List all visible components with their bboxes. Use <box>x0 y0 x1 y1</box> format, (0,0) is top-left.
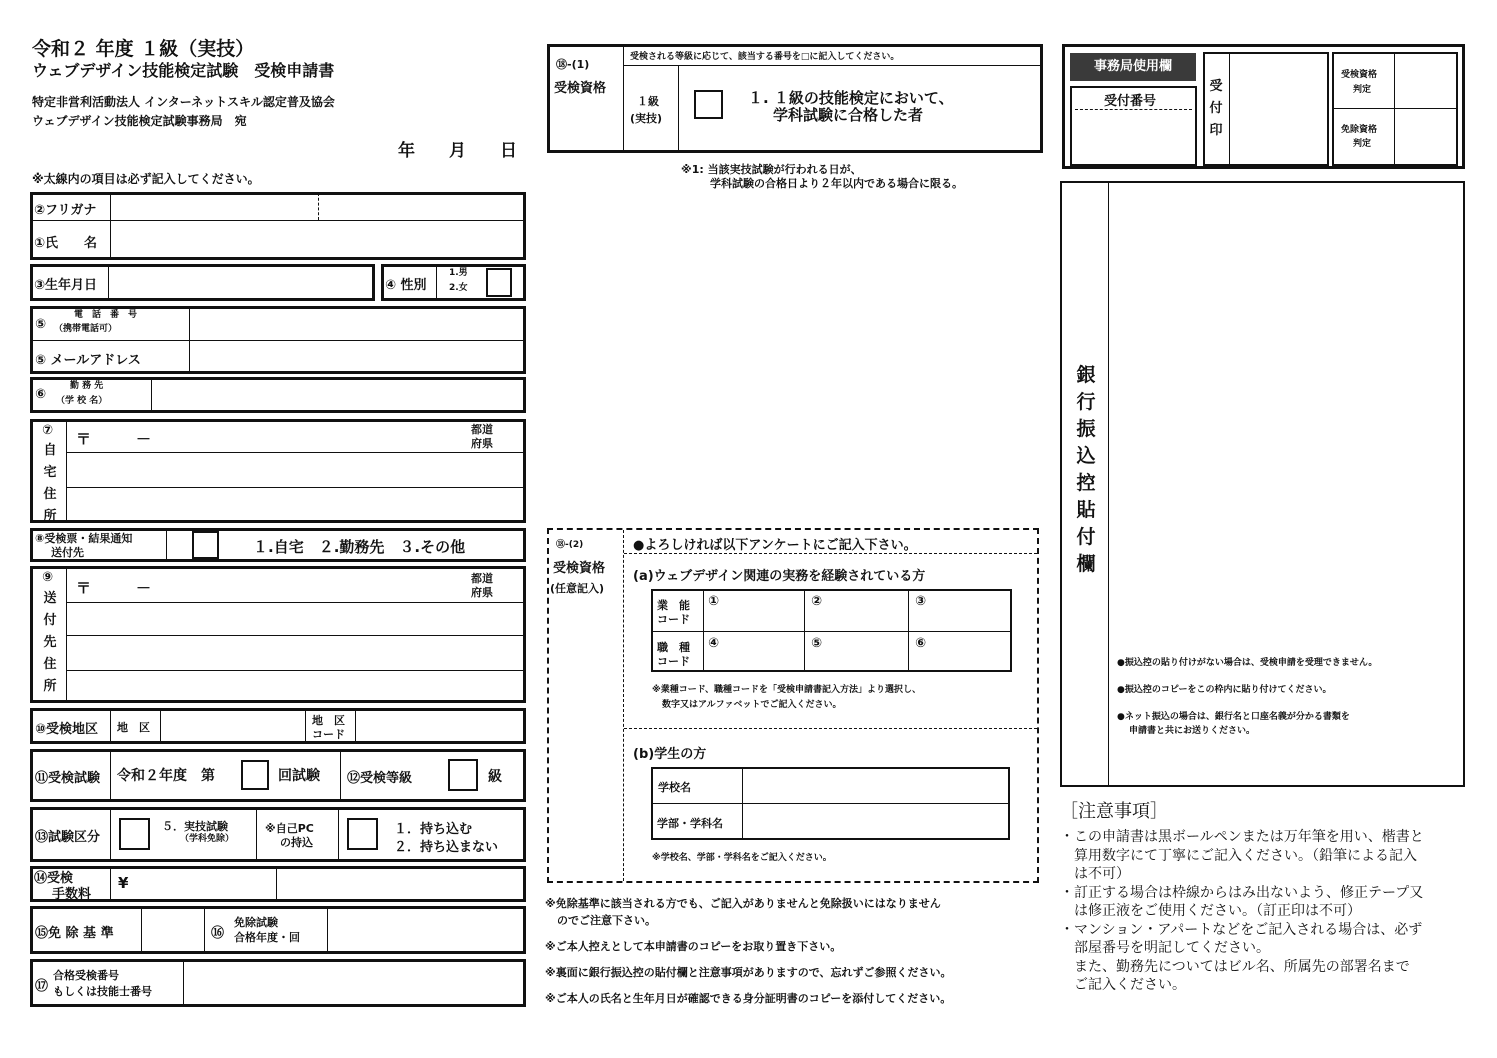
pass-num: ⑰ <box>35 979 49 994</box>
exemption-exam-label: 免除試験 <box>234 916 278 929</box>
qual-judge-label: 受検資格 <box>1341 70 1378 80</box>
furigana-input[interactable] <box>112 195 522 217</box>
faculty-input[interactable] <box>744 805 1008 838</box>
school-note: ※学校名、学部・学科名をご記入ください。 <box>652 853 832 863</box>
exempt-judge-label-2: 判定 <box>1353 139 1372 149</box>
bank-receipt-paste-area[interactable] <box>1111 184 1461 654</box>
qual1-grade: １級 <box>637 95 659 108</box>
furigana-label: ②フリガナ <box>34 203 97 218</box>
send-postal[interactable]: 〒 － <box>76 579 152 597</box>
industry-code-label: 業 能 <box>657 599 690 612</box>
exemption-input[interactable] <box>143 909 201 951</box>
grade-label: ⑫受検等級 <box>347 771 413 786</box>
home-address-line1[interactable] <box>69 455 523 484</box>
gender-label: ④ 性別 <box>385 278 427 293</box>
send-address-line1[interactable] <box>69 605 523 633</box>
notice-line: は不可） <box>1060 866 1130 882</box>
notice-line: ・マンション・アパートなどをご記入される場合は、必ず <box>1060 921 1423 938</box>
exam-text: 令和２年度 第 <box>117 768 215 784</box>
fee-label: ⑭受検 <box>34 871 74 886</box>
home-postal[interactable]: 〒 － <box>76 430 152 448</box>
category-option-sub: （学科免除） <box>180 834 235 844</box>
code-mark-1[interactable]: ① <box>708 594 720 609</box>
qual1-desc: １. １級の技能検定において、 <box>748 89 954 107</box>
exam-round-input[interactable] <box>241 760 269 790</box>
notice-line: 算用数字にて丁寧にご記入ください。（鉛筆による記入 <box>1060 847 1417 864</box>
bank-transfer-label: 銀 行 振 込 控 貼 付 欄 <box>1076 364 1096 575</box>
work-label-sub: （学 校 名） <box>56 396 108 406</box>
school-input[interactable] <box>744 770 1008 801</box>
code-note-2: 数字又はアルファベットでご記入ください。 <box>662 700 842 710</box>
industry-code-label-2: コード <box>657 613 690 626</box>
org-name: 特定非営利活動法人 インターネットスキル認定普及協会 <box>32 95 335 109</box>
grade-unit: 級 <box>488 769 502 785</box>
fee-block <box>30 866 526 902</box>
qual2-num: ⑱-(2) <box>556 540 584 550</box>
home-num: ⑦ <box>42 423 54 438</box>
exemption-label: ⑮免 除 基 準 <box>35 926 114 941</box>
send-pref: 都道 <box>471 572 493 585</box>
send-num: ⑨ <box>42 570 54 585</box>
region-code-label: 地 区 <box>312 714 345 727</box>
exemption-warning-2: のでご注意下さい。 <box>557 914 656 927</box>
school-label: 学校名 <box>658 781 691 794</box>
stamp-label: 受 付 印 <box>1209 79 1223 138</box>
bank-note-3-sub: 申請書と共にお送りください。 <box>1129 726 1256 736</box>
send-address-line3[interactable] <box>69 673 523 700</box>
pc-option-2: ２．持ち込まない <box>394 840 499 855</box>
required-note: ※太線内の項目は必ず記入してください。 <box>32 172 260 186</box>
receipt-number-label: 受付番号 <box>1104 94 1157 109</box>
work-label: 勤 務 先 <box>70 381 104 391</box>
notice-line: ・この申請書は黒ボールペンまたは万年筆を用い、楷書と <box>1060 829 1424 845</box>
office-name: ウェブデザイン技能検定試験事務局 宛 <box>32 114 247 128</box>
notice-list <box>1060 828 1424 995</box>
qual1-note: ※1: 当該実技試験が行われる日が、 <box>681 163 862 176</box>
gender-opt-female: 2.女 <box>449 283 468 293</box>
notice-line: は修正液をご使用ください。（訂正印は不可） <box>1060 903 1361 919</box>
pass-label-2: もしくは技能士番号 <box>53 985 152 998</box>
email-label: ⑤ メールアドレス <box>35 353 141 368</box>
qual1-grade-sub: (実技) <box>630 112 663 125</box>
region-code-input[interactable] <box>357 711 522 741</box>
gender-checkbox[interactable] <box>486 268 512 297</box>
code-mark-2[interactable]: ② <box>811 594 823 609</box>
section-a-heading: (a)ウェブデザイン関連の実務を経験されている方 <box>633 569 926 584</box>
exemption-exam-input[interactable] <box>329 909 522 951</box>
survey-heading: ●よろしければ以下アンケートにご記入下さい。 <box>633 538 917 553</box>
destination-options: １.自宅 ２.勤務先 ３.その他 <box>253 538 466 556</box>
phone-num: ⑤ <box>35 317 47 332</box>
qual-judge-label-2: 判定 <box>1353 85 1372 95</box>
send-address-line2[interactable] <box>69 638 523 668</box>
home-pref: 都道 <box>471 423 493 436</box>
date-field[interactable]: 年 月 日 <box>398 141 517 161</box>
pass-label: 合格受検番号 <box>53 969 119 982</box>
code-mark-3[interactable]: ③ <box>915 594 927 609</box>
region-sub-label: 地 区 <box>117 721 150 734</box>
qual2-label: 受検資格 <box>553 561 606 576</box>
pc-checkbox[interactable] <box>347 818 378 850</box>
qual1-label: 受検資格 <box>554 81 607 96</box>
job-code-label-2: コード <box>657 655 690 668</box>
pc-option-1: １．持ち込む <box>394 822 473 837</box>
fee-input[interactable] <box>132 869 272 899</box>
notice-title: ［注意事項］ <box>1060 801 1168 822</box>
region-code-label-2: コード <box>312 728 345 741</box>
destination-checkbox[interactable] <box>192 531 219 559</box>
work-input[interactable] <box>153 380 522 410</box>
phone-label: 電 話 番 号 <box>74 310 138 320</box>
fee-yen: ¥ <box>118 874 129 892</box>
region-label: ⑩受検地区 <box>35 722 99 737</box>
copy-note: ※ご本人控えとして本申請書のコピーをお取り置き下さい。 <box>545 940 842 953</box>
faculty-label: 学部・学科名 <box>657 817 723 830</box>
home-address-line2[interactable] <box>69 490 523 519</box>
destination-label: ⑧受検票・結果通知 <box>35 532 133 545</box>
section-b-heading: (b)学生の方 <box>633 747 707 762</box>
home-label: 自 宅 住 所 <box>43 443 57 524</box>
home-pref-2: 府県 <box>471 437 493 450</box>
fee-label-2: 手数料 <box>52 887 92 902</box>
work-num: ⑥ <box>35 387 47 402</box>
qual2-optional: (任意記入) <box>550 582 605 595</box>
qual1-num: ⑱-(1) <box>556 58 590 71</box>
bank-note-1: ●振込控の貼り付けがない場合は、受検申請を受理できません。 <box>1117 658 1378 668</box>
code-note: ※業種コード、職種コードを「受検申請書記入方法」より選択し、 <box>652 685 921 695</box>
qual1-instruction: 受検される等級に応じて、該当する番号を□に記入してください。 <box>630 52 900 62</box>
form-title: ウェブデザイン技能検定試験 受検申請書 <box>32 61 335 80</box>
grade-input[interactable] <box>448 759 478 791</box>
region-input[interactable] <box>162 711 302 741</box>
notice-line: 部屋番号を明記してください。 <box>1060 940 1270 956</box>
category-checkbox[interactable] <box>119 818 150 850</box>
destination-label-2: 送付先 <box>51 546 84 559</box>
gender-opt-male: 1.男 <box>449 268 468 278</box>
pc-label: ※自己PC <box>265 822 314 835</box>
birth-label: ③生年月日 <box>34 278 98 293</box>
exemption-exam-num: ⑯ <box>211 926 225 941</box>
exam-label: ⑪受検試験 <box>35 771 101 786</box>
send-label: 送 付 先 住 所 <box>43 591 57 694</box>
id-copy-note: ※ご本人の氏名と生年月日が確認できる身分証明書のコピーを添付してください。 <box>545 992 952 1005</box>
reverse-side-note: ※裏面に銀行振込控の貼付欄と注意事項がありますので、忘れずご参照ください。 <box>545 966 952 979</box>
code-mark-6[interactable]: ⑥ <box>915 636 927 651</box>
notice-line: ・訂正する場合は枠線からはみ出ないよう、修正テープ又 <box>1060 884 1424 901</box>
exemption-exam-label-2: 合格年度・回 <box>234 931 300 944</box>
job-code-label: 職 種 <box>657 641 690 654</box>
bank-note-3: ●ネット振込の場合は、銀行名と口座名義が分かる書類を <box>1117 712 1350 722</box>
bank-note-2: ●振込控のコピーをこの枠内に貼り付けてください。 <box>1117 685 1332 695</box>
pc-label-2: の持込 <box>280 836 313 849</box>
notice-line: ご記入ください。 <box>1060 977 1186 993</box>
phone-label-sub: （携帯電話可） <box>54 324 118 334</box>
qual1-note-2: 学科試験の合格日より２年以内である場合に限る。 <box>710 177 963 190</box>
code-mark-5[interactable]: ⑤ <box>811 636 823 651</box>
exempt-judge-label: 免除資格 <box>1341 125 1378 135</box>
exemption-warning: ※免除基準に該当される方でも、ご記入がありませんと免除扱いにはなりません <box>545 897 941 910</box>
pass-number-input[interactable] <box>185 962 522 1004</box>
category-option: ５．実技試験 <box>162 820 228 833</box>
send-pref-2: 府県 <box>471 586 493 599</box>
form-year-title: 令和２ 年度 １級（実技） <box>32 38 255 60</box>
name-input[interactable] <box>112 223 522 257</box>
code-mark-4[interactable]: ④ <box>708 636 720 651</box>
exam-round-label: 回試験 <box>278 768 320 784</box>
name-label: ①氏 名 <box>34 236 98 251</box>
qual1-desc-2: 学科試験に合格した者 <box>773 106 924 124</box>
notice-line: また、勤務先についてはビル名、所属先の部署名まで <box>1060 958 1410 975</box>
birth-input[interactable] <box>110 267 372 298</box>
category-label: ⑬試験区分 <box>35 830 101 845</box>
qual1-checkbox[interactable] <box>694 90 723 119</box>
email-input[interactable] <box>191 343 522 371</box>
phone-input[interactable] <box>191 309 522 338</box>
office-use-title: 事務局使用欄 <box>1070 53 1196 81</box>
